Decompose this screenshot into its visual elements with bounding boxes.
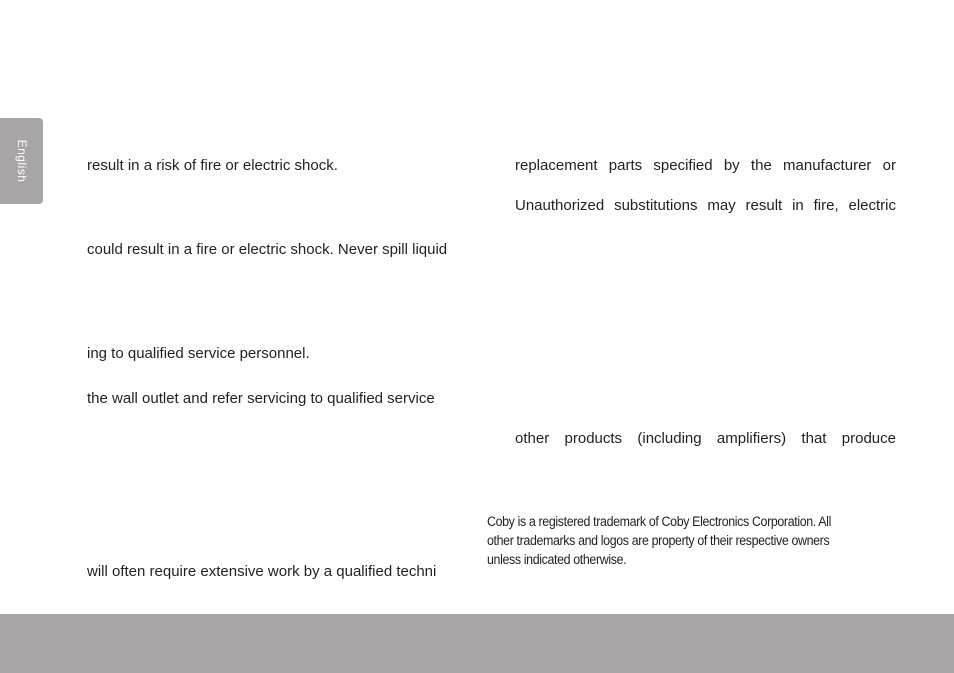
right-text-line-3: other products (including amplifiers) that produce xyxy=(515,430,896,447)
left-text-line-5: will often require extensive work by a qualified techni xyxy=(87,563,437,580)
right-text-line-2: Unauthorized substitutions may result in fire, electric xyxy=(515,197,896,214)
trademark-line-2: other trademarks and logos are property of their respective owners xyxy=(487,533,830,548)
left-text-line-2: could result in a fire or electric shock. Never spill liquid xyxy=(87,241,448,258)
left-text-line-4: the wall outlet and refer servicing to qualified service xyxy=(87,390,435,407)
footer-bar xyxy=(0,614,954,673)
left-text-line-1: result in a risk of fire or electric shock. xyxy=(87,157,338,174)
language-tab xyxy=(0,118,43,204)
left-text-line-3: ing to qualified service personnel. xyxy=(87,345,310,362)
trademark-line-1: Coby is a registered trademark of Coby Electronics Corporation. All xyxy=(487,514,831,529)
right-text-line-1: replacement parts specified by the manufacturer or xyxy=(515,157,896,174)
language-tab-label: English xyxy=(14,139,29,183)
trademark-notice xyxy=(487,512,864,569)
trademark-line-3: unless indicated otherwise. xyxy=(487,552,627,567)
